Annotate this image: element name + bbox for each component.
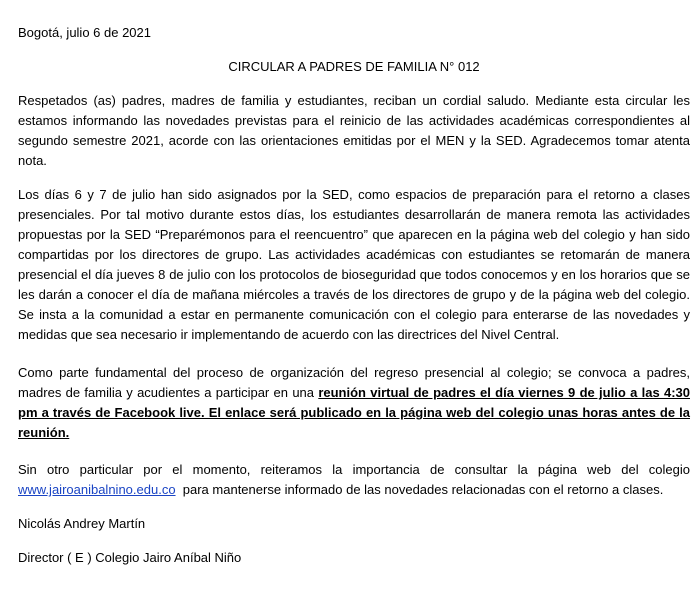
signature-name: Nicolás Andrey Martín	[18, 516, 146, 531]
letter-date: Bogotá, julio 6 de 2021	[18, 25, 151, 40]
meeting-announcement: reunión virtual de padres el día viernes 9 de julio a las 4:30 pm a través de Facebook live. El enlace será publicado en la página web del colegio unas horas antes de la reunión.	[18, 385, 690, 440]
paragraph-meeting	[18, 363, 690, 443]
closing-intro-text: Sin otro particular por el momento, reiteramos la importancia de consultar la página web del colegio	[18, 462, 690, 477]
meeting-intro-text: Como parte fundamental del proceso de organización del regreso presencial al colegio; se convoca a padres, madres de familia y acudientes a participar en una	[18, 365, 690, 400]
paragraph-schedule: Los días 6 y 7 de julio han sido asignados por la SED, como espacios de preparación para el retorno a clases presenciales. Por tal motivo durante estos días, los estudiantes desarrollarán de manera remota las actividades propuestas por la SED “Preparémonos para el reencuentro” que aparecen en la página web del colegio y han sido compartidas por los directores de grupo. Las actividades académicas con estudiantes se retomarán de manera presencial el día jueves 8 de julio con los protocolos de bioseguridad que todos conocemos y en los horarios que se les darán a conocer el día de mañana miércoles a través de los directores de grupo y de la página web del colegio. Se insta a la comunidad a estar en permanente comunicación con el colegio para enterarse de las novedades y medidas que sea necesario ir implementando de acuerdo con las directrices del Nivel Central.	[18, 187, 690, 342]
school-website-link[interactable]: www.jairoanibalnino.edu.co	[18, 482, 176, 497]
paragraph-closing	[18, 460, 690, 500]
signature-title: Director ( E ) Colegio Jairo Aníbal Niño	[18, 550, 242, 565]
paragraph-greeting: Respetados (as) padres, madres de familia y estudiantes, reciban un cordial saludo. Mediante esta circular les estamos informando las novedades previstas para el reinicio de las actividades académicas correspondientes al segundo semestre 2021, acorde con las orientaciones emitidas por el MEN y la SED. Agradecemos tomar atenta nota.	[18, 93, 690, 168]
letter-title: CIRCULAR A PADRES DE FAMILIA N° 012	[228, 59, 480, 74]
closing-outro-text: para mantenerse informado de las novedades relacionadas con el retorno a clases.	[175, 482, 664, 497]
